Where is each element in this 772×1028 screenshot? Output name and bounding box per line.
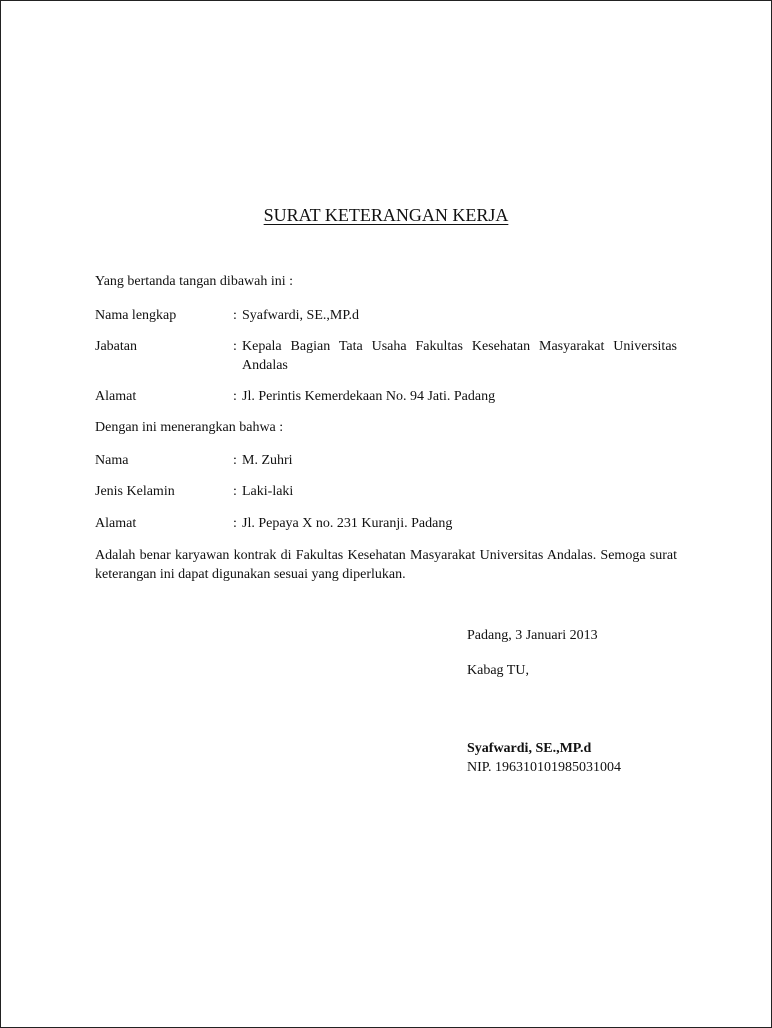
intro-text: Yang bertanda tangan dibawah ini : [95, 274, 294, 289]
signer-name-colon: : [233, 308, 237, 323]
subject-gender-label: Jenis Kelamin [95, 484, 175, 499]
subject-address-colon: : [233, 516, 237, 531]
declaration-text: Dengan ini menerangkan bahwa : [95, 420, 284, 435]
signer-name-label: Nama lengkap [95, 308, 177, 323]
statement-paragraph: Adalah benar karyawan kontrak di Fakultas Kesehatan Masyarakat Universitas Andalas. Semoga surat keterangan ini dapat digunakan sesuai yang diperlukan. [95, 548, 677, 582]
signer-address-colon: : [233, 389, 237, 404]
signer-name-value: Syafwardi, SE.,MP.d [242, 308, 360, 323]
signature-nip: NIP. 196310101985031004 [467, 760, 622, 775]
signer-address-value: Jl. Perintis Kemerdekaan No. 94 Jati. Padang [242, 389, 496, 404]
signature-name: Syafwardi, SE.,MP.d [467, 741, 592, 756]
place-date: Padang, 3 Januari 2013 [467, 628, 598, 643]
subject-gender-value: Laki-laki [242, 484, 294, 499]
signer-position-colon: : [233, 339, 237, 354]
document-title-text: SURAT KETERANGAN KERJA [263, 205, 509, 225]
document-title [1, 203, 771, 227]
signer-address-label: Alamat [95, 389, 137, 404]
subject-address-value: Jl. Pepaya X no. 231 Kuranji. Padang [242, 516, 453, 531]
subject-name-value: M. Zuhri [242, 453, 293, 468]
subject-gender-colon: : [233, 484, 237, 499]
subject-name-label: Nama [95, 453, 129, 468]
signer-position-title: Kabag TU, [467, 663, 529, 678]
subject-address-label: Alamat [95, 516, 137, 531]
signer-position-value: Kepala Bagian Tata Usaha Fakultas Kesehatan Masyarakat Universitas Andalas [242, 339, 677, 373]
signer-position-label: Jabatan [95, 339, 137, 354]
subject-name-colon: : [233, 453, 237, 468]
